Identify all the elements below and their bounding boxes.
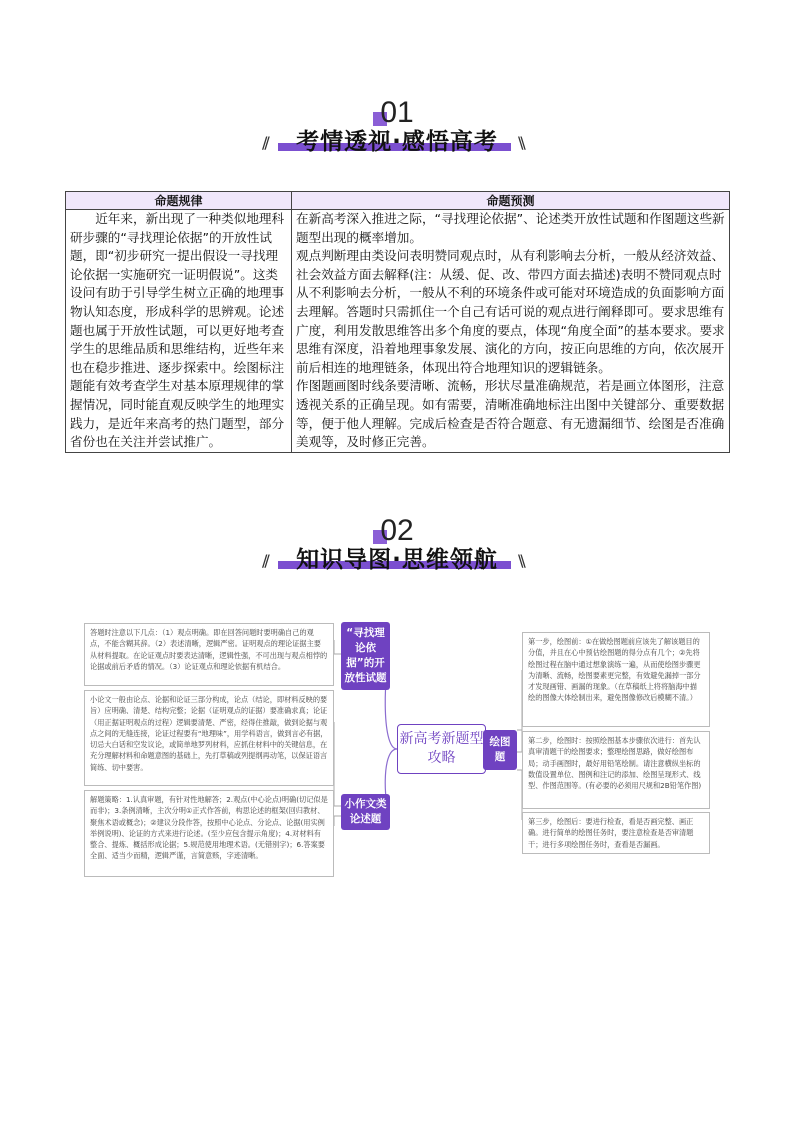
note-box-essay-strategy: 解题策略：1.认真审题，有针对性地解答；2.观点(中心论点)明确(切记似是而非)；3.条例清晰，主次分明①正式作答前，构思论述的框架(回归教材、聚焦术语或概念)；②建议分段作答，按照中心论点、分论点、论据(用实例举例说明)、论证的方式来进行论述。(至少应包含提示角度)；4.对材料有整合、提炼、概括形成论据；5.规范使用地理术语。(无错别字)；6.答案要全面、适当少而精，逻辑严谨，言简意赅，字迹清晰。 [84,790,334,877]
section-number: 01 [380,96,414,129]
connector-line [334,722,341,806]
note-box-drawing-step1: 第一步，绘图前：①在做绘图题前应该先了解该题目的分值，并且在心中预估绘图题的得分点有几个；②先将绘图过程在脑中通过想象演练一遍，从而使绘图步骤更为清晰、流畅，绘图要素更完整，有效避免漏掉一部分才发现画错、画漏的现象。（在草稿纸上将将脑海中描绘的图像大体绘制出来，避免图像修改后模糊不清。） [522,632,710,727]
table-header-row [66,192,730,210]
section-header-01 [0,96,794,166]
pattern-text: 近年来，新出现了一种类似地理科研步骤的“寻找理论依据”的开放性试题，即“初步研究一提出假设一寻找理论依据一实施研究一证明假说”。这类设问有助于引导学生树立正确的地理事物认知态度，形成科学的思辨观。论述题也属于开放性试题，可以更好地考查学生的思维品质和思维结构，近些年来也在稳步推进、逐步探索中。绘图标注题能有效考查学生对基本原理规律的掌握情况，同时能直观反映学生的地理实践力，是近年来高考的热门题型，部分省份也在关注并尝试推广。 [70,211,285,450]
section-title: 知识导图·思维领航 [296,547,498,573]
table-row [66,210,730,453]
section-title: 考情透视·感悟高考 [296,129,498,155]
section-header-02 [0,514,794,584]
slash-right-decor: \\ [518,133,523,152]
table-cell-prediction [292,210,730,453]
node-theory-question: “寻找理论依据”的开放性试题 [341,622,390,690]
note-box-drawing-step2: 第二步，绘图时：按照绘图基本步骤依次进行：首先认真审清题干的绘图要求；整理绘图思路，做好绘图布局；动手画图时，最好用铅笔绘制。请注意横纵坐标的数值设置单位、图例和注记的添加、绘图呈现形式、线型、作图范围等。(有必要的必须用尺规和2B铅笔作图) [522,731,710,809]
table-header-pattern: 命题规律 [66,192,292,210]
note-box-drawing-step3: 第三步，绘图后：要进行检查，看是否画完整、画正确。进行简单的绘图任务时，要注意检查是否审清题干；进行多项绘图任务时，查看是否漏画。 [522,812,710,854]
note-box-theory: 答题时注意以下几点：（1）观点明确。即在回答问题时要明确自己的观点，不能含糊其辞。（2）表述清晰，逻辑严密。证明观点的理论证据主要从材料提取。在论证观点时要表达清晰，逻辑性强，不可出现与观点相悖的论据或前后矛盾的情况。（3）论证观点和理论依据有机结合。 [84,623,334,686]
node-drawing-question: 绘图题 [483,730,517,770]
connector-line [334,816,341,826]
table-cell-pattern [66,210,292,453]
exam-analysis-table [65,191,730,453]
slash-left-decor: // [262,551,267,570]
prediction-paragraph: 观点判断理由类设问表明赞同观点时，从有利影响去分析，一般从经济效益、社会效益方面去解释(注：从缓、促、改、带四方面去描述)表明不赞同观点时从不利影响去分析，一般从不利的环境条件或可能对环境造成的负面影响方面去理解。答题时只需抓住一个自己有话可说的观点进行阐释即可。要求思维有广度，利用发散思维答出多个角度的要点，体现“角度全面”的基本要求。要求思维有深度，沿着地理事象发展、演化的方向，按正向思维的方向，依次展开前后相连的地理链条，体现出符合地理知识的逻辑链条。 [296,248,725,375]
prediction-paragraph: 在新高考深入推进之际，“寻找理论依据”、论述类开放性试题和作图题这些新题型出现的概率增加。 [296,211,725,245]
prediction-paragraph: 作图题画图时线条要清晰、流畅，形状尽量准确规范，若是画立体图形，注意透视关系的正确呈现。如有需要，清晰准确地标注出图中关键部分、重要数据等，便于他人理解。完成后检查是否符合题意、有无遗漏细节、绘图是否准确美观等，及时修正完善。 [296,378,725,450]
connector-line [334,640,341,654]
table-header-prediction: 命题预测 [292,192,730,210]
note-box-essay-structure: 小论文一般由论点、论据和论证三部分构成，论点（结论，即材料反映的要旨）应明确、清楚、结构完整；论据（证明观点的证据）要准确求真；论证（用正据证明观点的过程）逻辑要清楚、严密，经得住推敲，做到论据与观点之间的无缝连接，论证过程要有“地理味”，用学科语言，做到言必有据，切忌大白话和空发议论，或简单地罗列材料，应抓住材料中的关键信息，在充分理解材料和命题意图的基础上，先打草稿或列提纲再动笔，以保证语言简练、切中要害。 [84,690,334,786]
slash-left-decor: // [262,133,267,152]
slash-right-decor: \\ [518,551,523,570]
mind-map-center: 新高考新题型攻略 [397,724,486,774]
node-essay-question: 小作文类论述题 [341,794,390,830]
section-number: 02 [380,514,414,547]
